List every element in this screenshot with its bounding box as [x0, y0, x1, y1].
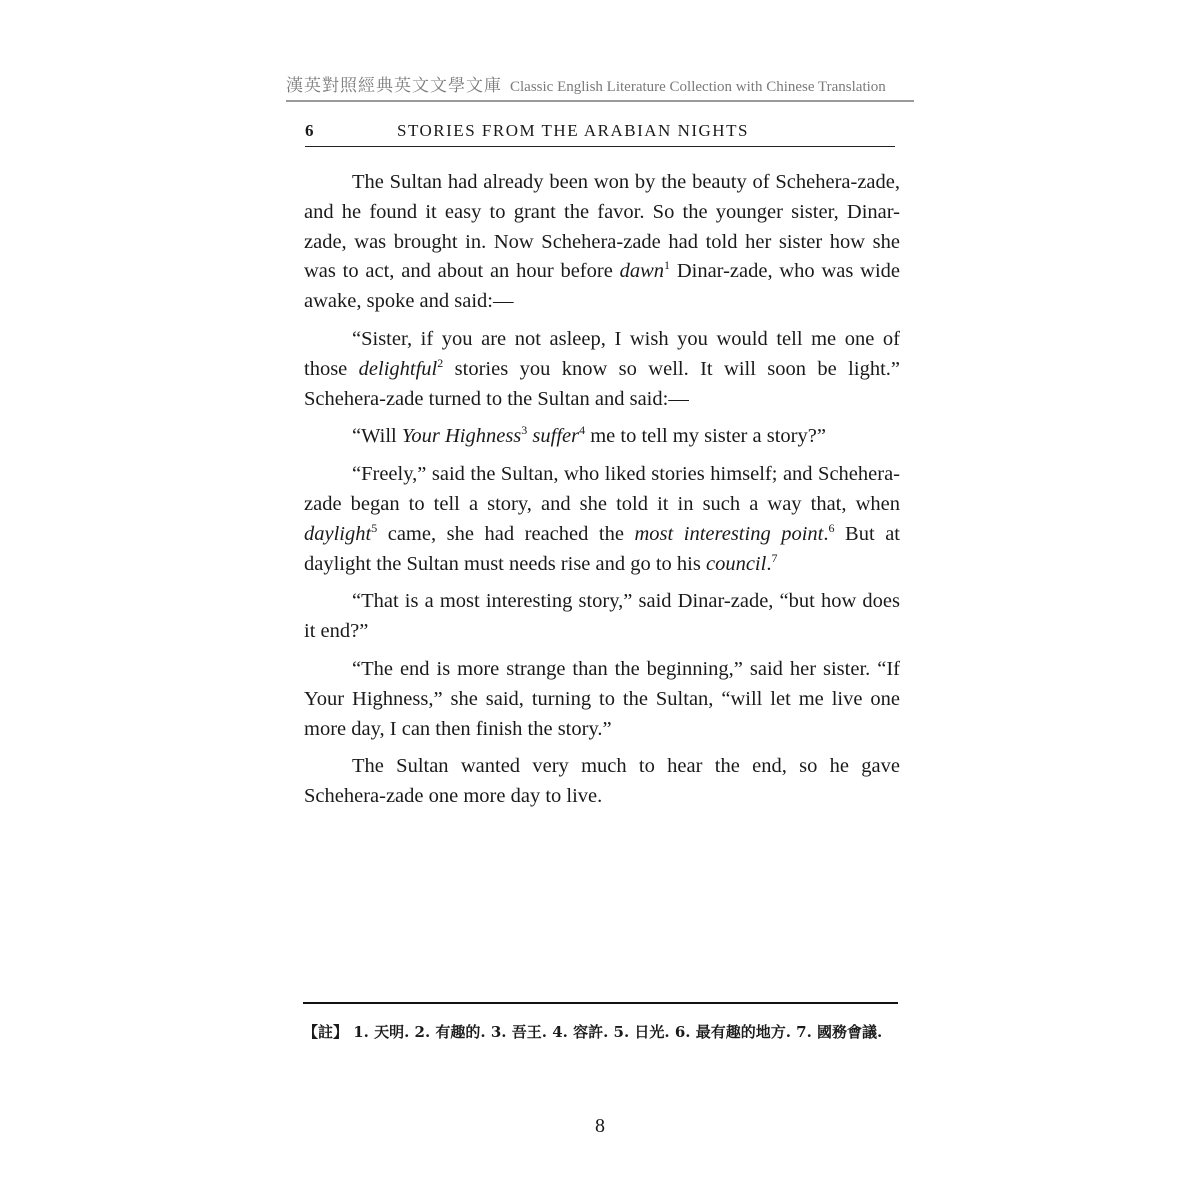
paragraph-7: The Sultan wanted very much to hear the end, so he gave Schehera-zade one more day to live.: [304, 755, 900, 808]
paragraph-1: The Sultan had already been won by the beauty of Schehera-zade, and he found it easy to grant the favor. So the younger sister, Dinar-zade, was brought in. Now Schehera-zade had told her sister how she was to act, and about an hour before dawn$^1$ Dinar-zade, who was wide awake, spoke and said:—: [304, 171, 900, 313]
page-folio: 8: [595, 1115, 605, 1137]
running-head: [305, 120, 900, 142]
story-text: [304, 168, 900, 820]
glossed-word-most-interesting-point: most interesting point: [634, 522, 824, 545]
glossed-word-delightful: delightful: [358, 357, 438, 380]
footnote-divider: [303, 1002, 898, 1004]
paragraph-6: “The end is more strange than the beginning,” said her sister. “If Your Highness,” she said, turning to the Sultan, “will let me live one more day, I can then finish the story.”: [304, 657, 900, 740]
glossed-word-suffer: suffer: [532, 425, 580, 448]
book-page-number: 6: [305, 121, 315, 140]
series-title-chinese: 漢英對照經典英文文學文庫: [286, 76, 502, 96]
series-title-english: Classic English Literature Collection with Chinese Translation: [510, 79, 886, 95]
running-head-divider: [305, 146, 895, 147]
glossed-word-daylight: daylight: [304, 522, 372, 545]
series-header: [286, 72, 914, 100]
footnote-ref-2: 2: [437, 355, 444, 370]
footnote-ref-4: 4: [579, 423, 586, 438]
glossed-word-your-highness: Your Highness: [401, 425, 522, 448]
paragraph-3: “Will Your Highness$^3$ suffer$^4$ me to tell my sister a story?”: [352, 423, 826, 448]
footnote-ref-3: 3: [521, 423, 528, 438]
footnote-ref-7: 7: [771, 550, 778, 565]
footnotes: 【註】 1. 天明. 2. 有趣的. 3. 吾王. 4. 容許. 5. 日光. 6. 最有趣的地方. 7. 國務會議.: [303, 1023, 883, 1041]
glossed-word-council: council: [705, 552, 767, 575]
book-title: STORIES FROM THE ARABIAN NIGHTS: [397, 121, 749, 140]
footnote-ref-5: 5: [371, 520, 378, 535]
glossed-word-dawn: dawn: [619, 260, 665, 283]
paragraph-2: “Sister, if you are not asleep, I wish you would tell me one of those delightful$^2$ stories you know so well. It will soon be light.” Schehera-zade turned to the Sultan and said:—: [304, 327, 900, 410]
paragraph-4: “Freely,” said the Sultan, who liked stories himself; and Schehera-zade began to tell a story, and she told it in such a way that, when daylight$^5$ came, she had reached the most interesting point.$^6$ But at daylight the Sultan must needs rise and go to his council.$^7$: [304, 463, 900, 575]
footnote-ref-6: 6: [828, 520, 835, 535]
footnote-ref-1: 1: [664, 258, 671, 273]
series-divider: [286, 100, 914, 102]
paragraph-5: “That is a most interesting story,” said Dinar-zade, “but how does it end?”: [304, 590, 900, 643]
